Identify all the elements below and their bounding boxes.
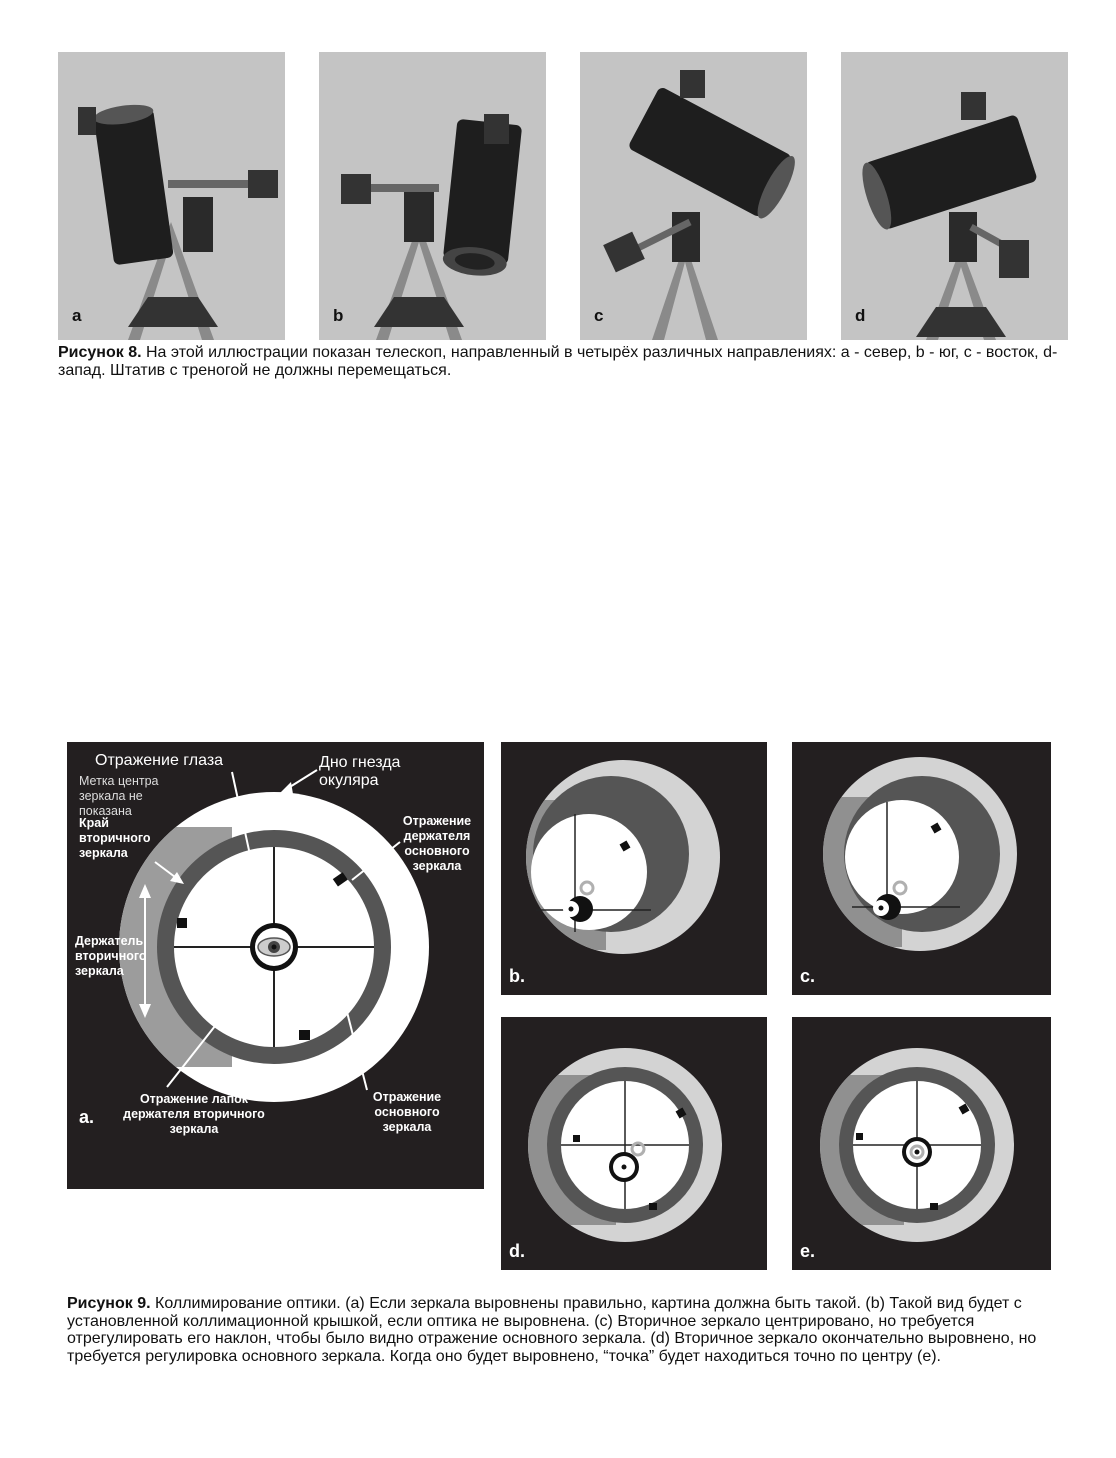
label-spider-vanes-reflection: Отражение лапок держателя вторичного зеркала [123,1092,265,1136]
panel-label: c. [800,966,816,986]
photo-label: d [855,306,866,325]
photo-label: b [333,306,344,325]
label-mirror-mark: Метка центра зеркала не показана [79,774,159,818]
panel-label: e. [800,1241,816,1261]
figure8-caption-text: На этой иллюстрации показан телескоп, направленный в четырёх различных направлениях: а - север, b - юг, c - восток, d- запад. Штатив с треногой не должны перемещаться. [58,344,1058,379]
figure8-caption [58,344,1068,380]
figure9-caption-text: Коллимирование оптики. (a) Если зеркала выровнены правильно, картина должна быть такой. (b) Такой вид будет с установленной коллимационной крышкой, если оптика не выровнена. (c) Вторичное зеркало центрировано, но требуется отрегулировать его наклон, чтобы было видно отражение основного зеркала. (d) Вторичное зеркало окончательно выровнено, но требуется регулировка основного зеркала. Когда оно будет выровнено, “точка” будет находиться точно по центру (e). [67,1295,1037,1365]
label-secondary-holder: Держатель вторичного зеркала [75,934,147,978]
diagram-panel-c [792,742,1051,995]
photo-south [319,52,546,340]
diagram-panel-b [501,742,767,995]
label-eye-reflection: Отражение глаза [95,752,224,769]
telescope-photo-b [319,52,546,340]
photo-north [58,52,285,340]
label-primary-holder-reflection: Отражение держателя основного зеркала [402,814,472,873]
collimation-diagram-d [501,1017,767,1270]
label-secondary-edge: Край вторичного зеркала [79,816,151,860]
label-eyepiece-bottom: Дно гнезда окуляра [319,754,401,789]
collimation-diagram-e [792,1017,1051,1270]
telescope-photo-d [841,52,1068,340]
photo-west [841,52,1068,340]
panel-label: d. [509,1241,525,1261]
photo-east [580,52,807,340]
figure9-caption-title: Рисунок 9. [67,1295,151,1312]
panel-label: a. [79,1107,95,1127]
diagram-panel-a [67,742,484,1189]
figure8-caption-title: Рисунок 8. [58,344,142,361]
telescope-photo-c [580,52,807,340]
collimation-diagram-c [792,742,1051,995]
telescope-photo-a [58,52,285,340]
collimation-diagram-b [501,742,767,995]
panel-label: b. [509,966,525,986]
diagram-panel-d [501,1017,767,1270]
photo-label: a [72,306,82,325]
label-primary-reflection: Отражение основного зеркала [372,1090,442,1134]
photo-label: c [594,306,604,325]
diagram-panel-e [792,1017,1051,1270]
figure9-caption [67,1295,1057,1365]
